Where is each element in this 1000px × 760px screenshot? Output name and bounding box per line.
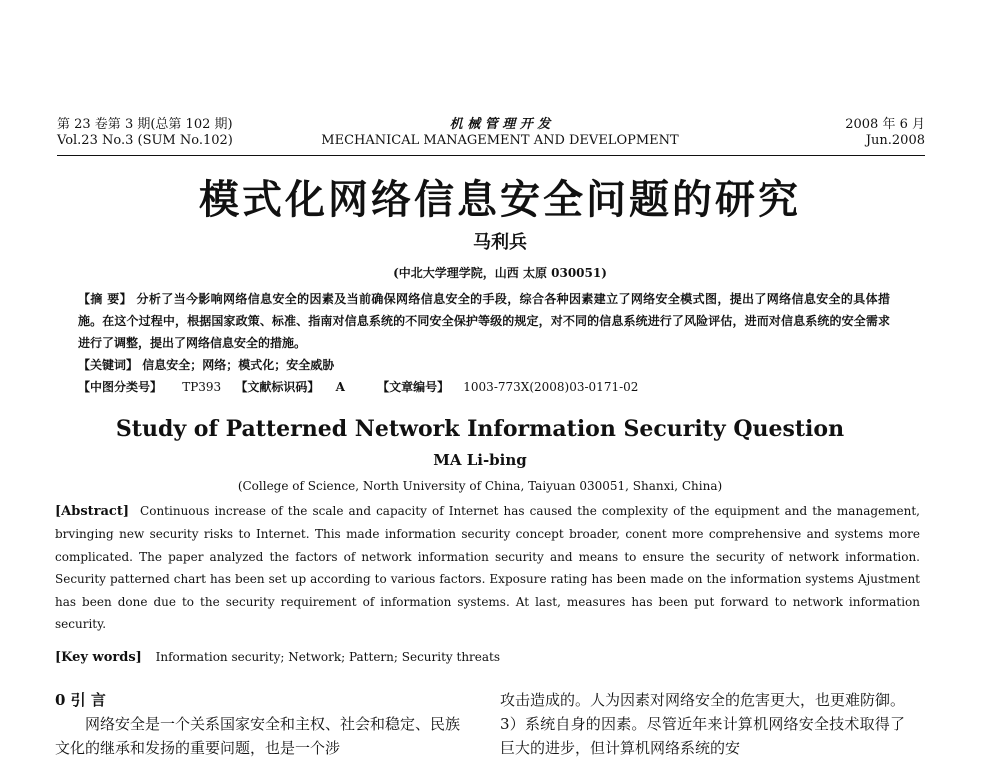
doc-code-label: 【文献标识码】 <box>235 380 320 394</box>
clc-label: 【中图分类号】 <box>78 380 163 394</box>
body-column-right <box>500 688 905 760</box>
classification-line <box>78 376 890 398</box>
abstract-cn-block <box>78 288 890 398</box>
article-number-value: 1003-773X(2008)03-0171-02 <box>463 380 639 394</box>
issue-cn: 第 23 卷第 3 期(总第 102 期) <box>57 117 233 132</box>
header-rule <box>57 155 925 156</box>
body-paragraph: 网络安全是一个关系国家安全和主权、社会和稳定、民族文化的继承和发扬的重要问题，也是一个涉 <box>55 715 461 757</box>
body-column-left <box>55 688 460 760</box>
paper-title-en: Study of Patterned Network Information Security Question <box>115 416 845 442</box>
doc-code-value: A <box>335 380 345 394</box>
date-cn: 2008 年 6 月 <box>845 117 925 132</box>
date-en: Jun.2008 <box>865 133 925 148</box>
abstract-cn-label: 【摘 要】 <box>78 292 132 306</box>
clc-value: TP393 <box>182 380 222 394</box>
abstract-en-label: [Abstract] <box>55 504 129 519</box>
article-number-label: 【文章编号】 <box>377 380 450 394</box>
author-en: MA Li-bing <box>433 451 527 469</box>
paper-title-cn: 模式化网络信息安全问题的研究 <box>199 176 801 223</box>
affiliation-en: (College of Science, North University of China, Taiyuan 030051, Shanxi, China) <box>237 479 723 493</box>
keywords-en-label: [Key words] <box>55 650 142 665</box>
journal-issue-info <box>57 117 233 149</box>
journal-name-en: MECHANICAL MANAGEMENT AND DEVELOPMENT <box>321 133 679 148</box>
section-heading: 0 引 言 <box>55 691 106 709</box>
journal-name-cn: 机 械 管 理 开 发 <box>449 117 551 132</box>
journal-name <box>300 117 700 149</box>
journal-date <box>845 117 925 149</box>
affiliation-cn: (中北大学理学院，山西 太原 030051) <box>393 266 607 280</box>
abstract-en <box>55 500 920 635</box>
abstract-en-text: Continuous increase of the scale and capacity of Internet has caused the complexity of the equipment and the management, brvinging new security risks to Internet. This made information security concept broader, conent more comprehensive and systems more complicated. The paper analyzed the factors of network information security and means to ensure the security of network information. Security patterned chart has been set up according to various factors. Exposure rating has been made on the information systems Ajustment has been done due to the security requirement of information systems. At last, measures has been put forward to network information security. <box>55 504 920 632</box>
body-paragraph-continued: 攻击造成的。人为因素对网络安全的危害更大，也更难防御。3）系统自身的因素。尽管近年来计算机网络安全技术取得了巨大的进步，但计算机网络系统的安 <box>500 691 906 757</box>
keywords-en-text: Information security; Network; Pattern; Security threats <box>155 650 501 664</box>
keywords-cn-text: 信息安全；网络；模式化；安全威胁 <box>142 358 335 372</box>
keywords-en <box>55 650 500 665</box>
abstract-cn-text: 分析了当今影响网络信息安全的因素及当前确保网络信息安全的手段，综合各种因素建立了网络安全模式图，提出了网络信息安全的具体措施。在这个过程中，根据国家政策、标准、指南对信息系统的不同安全保护等级的规定，对不同的信息系统进行了风险评估，进而对信息系统的安全需求进行了调整，提出了网络信息安全的措施。 <box>78 292 890 350</box>
keywords-cn <box>78 354 890 376</box>
issue-en: Vol.23 No.3 (SUM No.102) <box>57 133 233 148</box>
keywords-cn-label: 【关键词】 <box>78 358 139 372</box>
author-cn: 马利兵 <box>473 232 527 253</box>
abstract-cn <box>78 288 890 354</box>
